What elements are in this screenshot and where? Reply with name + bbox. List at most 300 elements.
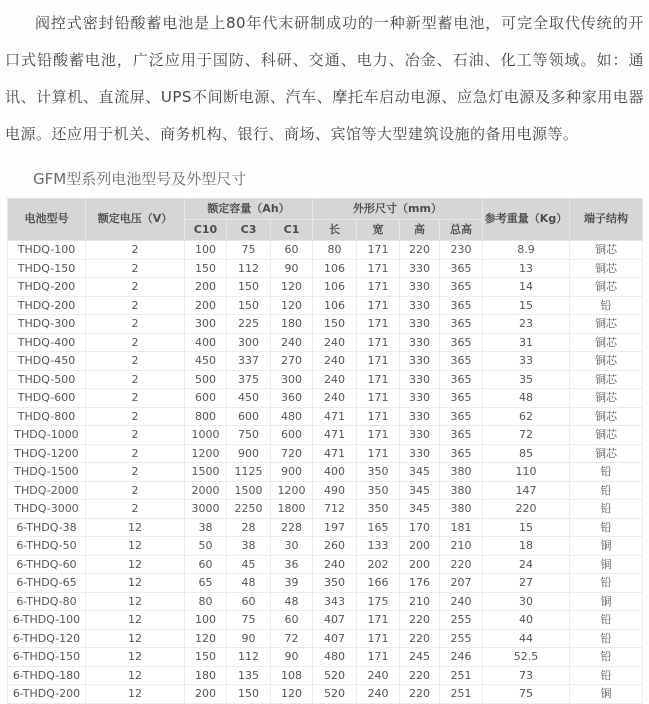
- table-cell: 铅: [570, 666, 643, 685]
- table-cell: 铜芯: [570, 259, 643, 278]
- table-cell: 6-THDQ-60: [8, 555, 86, 574]
- table-cell: 171: [357, 426, 400, 445]
- table-cell: 2: [86, 241, 185, 260]
- table-cell: THDQ-1200: [8, 444, 86, 463]
- table-cell: 230: [440, 241, 483, 260]
- table-cell: 343: [313, 592, 357, 611]
- table-cell: 197: [313, 518, 357, 537]
- table-cell: 251: [440, 685, 483, 704]
- table-cell: 铜芯: [570, 370, 643, 389]
- table-cell: 6-THDQ-200: [8, 685, 86, 704]
- table-row: [8, 407, 643, 426]
- table-row: [8, 389, 643, 408]
- table-cell: 120: [271, 296, 313, 315]
- table-cell: THDQ-600: [8, 389, 86, 408]
- table-cell: 2000: [185, 481, 227, 500]
- table-cell: 12: [86, 685, 185, 704]
- battery-spec-table: [7, 198, 643, 704]
- table-cell: 330: [400, 426, 440, 445]
- table-cell: 365: [440, 352, 483, 371]
- table-cell: THDQ-800: [8, 407, 86, 426]
- table-cell: 铅: [570, 518, 643, 537]
- table-cell: 240: [357, 666, 400, 685]
- table-cell: 85: [483, 444, 570, 463]
- table-cell: 120: [271, 278, 313, 297]
- table-cell: 365: [440, 259, 483, 278]
- table-cell: 60: [185, 555, 227, 574]
- table-cell: 400: [313, 463, 357, 482]
- table-cell: 171: [357, 352, 400, 371]
- table-cell: 90: [271, 648, 313, 667]
- table-cell: THDQ-1500: [8, 463, 86, 482]
- table-cell: 170: [400, 518, 440, 537]
- table-cell: 23: [483, 315, 570, 334]
- table-cell: 240: [313, 333, 357, 352]
- table-cell: 1000: [185, 426, 227, 445]
- table-cell: 240: [313, 352, 357, 371]
- table-cell: 28: [227, 518, 271, 537]
- table-cell: 2: [86, 444, 185, 463]
- table-cell: 210: [400, 592, 440, 611]
- table-cell: 260: [313, 537, 357, 556]
- table-cell: 12: [86, 592, 185, 611]
- table-row: [8, 259, 643, 278]
- table-cell: 330: [400, 315, 440, 334]
- table-cell: 15: [483, 296, 570, 315]
- table-cell: 31: [483, 333, 570, 352]
- table-cell: 72: [271, 629, 313, 648]
- table-cell: 52.5: [483, 648, 570, 667]
- table-row: [8, 518, 643, 537]
- table-cell: 150: [185, 259, 227, 278]
- table-cell: 490: [313, 481, 357, 500]
- table-cell: 33: [483, 352, 570, 371]
- table-row: [8, 296, 643, 315]
- table-cell: 200: [185, 278, 227, 297]
- table-cell: 360: [271, 389, 313, 408]
- table-cell: 6-THDQ-50: [8, 537, 86, 556]
- table-cell: 220: [400, 629, 440, 648]
- table-cell: 171: [357, 444, 400, 463]
- table-cell: 246: [440, 648, 483, 667]
- table-cell: 345: [400, 463, 440, 482]
- table-cell: 345: [400, 500, 440, 519]
- table-cell: 365: [440, 426, 483, 445]
- table-cell: 60: [271, 611, 313, 630]
- table-cell: 365: [440, 389, 483, 408]
- table-cell: 6-THDQ-65: [8, 574, 86, 593]
- table-cell: 375: [227, 370, 271, 389]
- table-cell: 106: [313, 259, 357, 278]
- table-cell: 255: [440, 611, 483, 630]
- table-cell: 60: [271, 241, 313, 260]
- table-row: [8, 241, 643, 260]
- col-header-terminal: 端子结构: [570, 199, 643, 241]
- table-cell: 471: [313, 444, 357, 463]
- table-cell: 2: [86, 481, 185, 500]
- table-cell: 500: [185, 370, 227, 389]
- table-row: [8, 592, 643, 611]
- table-cell: 1500: [227, 481, 271, 500]
- table-cell: 900: [227, 444, 271, 463]
- table-cell: 255: [440, 629, 483, 648]
- table-cell: 270: [271, 352, 313, 371]
- table-row: [8, 685, 643, 704]
- table-cell: 171: [357, 278, 400, 297]
- table-cell: 133: [357, 537, 400, 556]
- table-cell: 202: [357, 555, 400, 574]
- table-cell: 166: [357, 574, 400, 593]
- table-row: [8, 611, 643, 630]
- table-cell: 120: [185, 629, 227, 648]
- col-header-model: 电池型号: [8, 199, 86, 241]
- table-cell: 330: [400, 278, 440, 297]
- table-cell: 330: [400, 259, 440, 278]
- table-cell: 480: [271, 407, 313, 426]
- table-cell: 150: [185, 648, 227, 667]
- table-cell: 铜: [570, 555, 643, 574]
- table-cell: 30: [271, 537, 313, 556]
- table-cell: 200: [185, 685, 227, 704]
- header-row-groups: [8, 199, 643, 220]
- table-cell: 600: [185, 389, 227, 408]
- table-cell: 171: [357, 629, 400, 648]
- table-cell: 铜芯: [570, 241, 643, 260]
- table-cell: 44: [483, 629, 570, 648]
- table-cell: 62: [483, 407, 570, 426]
- table-cell: 180: [271, 315, 313, 334]
- col-header-c1: C1: [271, 220, 313, 241]
- table-row: [8, 648, 643, 667]
- table-cell: 80: [313, 241, 357, 260]
- table-row: [8, 333, 643, 352]
- table-cell: 365: [440, 333, 483, 352]
- table-cell: 240: [440, 592, 483, 611]
- table-cell: 90: [271, 259, 313, 278]
- table-cell: 12: [86, 648, 185, 667]
- table-cell: 345: [400, 481, 440, 500]
- table-cell: 1800: [271, 500, 313, 519]
- table-row: [8, 315, 643, 334]
- table-cell: 24: [483, 555, 570, 574]
- table-cell: 240: [313, 389, 357, 408]
- table-row: [8, 370, 643, 389]
- table-cell: 520: [313, 685, 357, 704]
- table-cell: 72: [483, 426, 570, 445]
- table-cell: 365: [440, 278, 483, 297]
- table-cell: THDQ-3000: [8, 500, 86, 519]
- col-header-c10: C10: [185, 220, 227, 241]
- table-cell: 150: [227, 685, 271, 704]
- table-cell: 330: [400, 389, 440, 408]
- table-cell: 350: [357, 500, 400, 519]
- table-cell: 6-THDQ-180: [8, 666, 86, 685]
- table-cell: 铅: [570, 500, 643, 519]
- table-cell: THDQ-150: [8, 259, 86, 278]
- table-cell: 15: [483, 518, 570, 537]
- table-row: [8, 537, 643, 556]
- table-row: [8, 278, 643, 297]
- table-cell: 12: [86, 555, 185, 574]
- table-cell: 240: [313, 555, 357, 574]
- table-cell: 6-THDQ-100: [8, 611, 86, 630]
- table-cell: 330: [400, 370, 440, 389]
- table-cell: 800: [185, 407, 227, 426]
- table-cell: 180: [185, 666, 227, 685]
- table-cell: 251: [440, 666, 483, 685]
- table-cell: 铜芯: [570, 407, 643, 426]
- table-cell: 45: [227, 555, 271, 574]
- table-cell: 600: [271, 426, 313, 445]
- col-header-length: 长: [313, 220, 357, 241]
- table-cell: 330: [400, 444, 440, 463]
- table-cell: 407: [313, 629, 357, 648]
- table-row: [8, 574, 643, 593]
- table-cell: 铜芯: [570, 278, 643, 297]
- table-row: [8, 463, 643, 482]
- table-cell: 6-THDQ-80: [8, 592, 86, 611]
- table-cell: 471: [313, 426, 357, 445]
- table-row: [8, 481, 643, 500]
- table-cell: 300: [271, 370, 313, 389]
- col-header-total-height: 总高: [440, 220, 483, 241]
- table-cell: 240: [357, 685, 400, 704]
- table-cell: 171: [357, 241, 400, 260]
- table-cell: 365: [440, 444, 483, 463]
- table-cell: 220: [400, 611, 440, 630]
- table-cell: 2: [86, 296, 185, 315]
- table-cell: 1500: [185, 463, 227, 482]
- table-cell: 365: [440, 407, 483, 426]
- table-cell: 380: [440, 463, 483, 482]
- table-cell: 120: [271, 685, 313, 704]
- table-cell: 330: [400, 296, 440, 315]
- table-cell: 337: [227, 352, 271, 371]
- table-cell: 471: [313, 407, 357, 426]
- table-cell: 38: [227, 537, 271, 556]
- table-cell: 171: [357, 370, 400, 389]
- table-cell: 75: [227, 611, 271, 630]
- table-cell: 73: [483, 666, 570, 685]
- table-cell: 铅: [570, 463, 643, 482]
- table-row: [8, 426, 643, 445]
- table-cell: 2: [86, 278, 185, 297]
- table-cell: 712: [313, 500, 357, 519]
- table-cell: 100: [185, 611, 227, 630]
- table-cell: 铜: [570, 537, 643, 556]
- table-cell: 48: [227, 574, 271, 593]
- table-cell: THDQ-450: [8, 352, 86, 371]
- table-cell: 171: [357, 611, 400, 630]
- table-cell: 365: [440, 296, 483, 315]
- table-cell: 171: [357, 296, 400, 315]
- table-cell: 175: [357, 592, 400, 611]
- table-cell: 181: [440, 518, 483, 537]
- table-cell: 80: [185, 592, 227, 611]
- table-cell: 6-THDQ-38: [8, 518, 86, 537]
- table-cell: 330: [400, 407, 440, 426]
- table-cell: 300: [227, 333, 271, 352]
- table-cell: THDQ-100: [8, 241, 86, 260]
- table-cell: 350: [357, 481, 400, 500]
- intro-paragraph: 阀控式密封铅酸蓄电池是上80年代末研制成功的一种新型蓄电池，可完全取代传统的开口式铅酸蓄电池，广泛应用于国防、科研、交通、电力、冶金、石油、化工等领域。如：通讯、计算机、直流屏、UPS不间断电源、汽车、摩托车启动电源、应急灯电源及多种家用电器电源。还应用于机关、商务机构、银行、商场、宾馆等大型建筑设施的备用电源等。: [5, 14, 644, 143]
- table-cell: 6-THDQ-120: [8, 629, 86, 648]
- table-cell: 171: [357, 389, 400, 408]
- table-cell: 12: [86, 537, 185, 556]
- table-cell: 铅: [570, 481, 643, 500]
- table-cell: 380: [440, 500, 483, 519]
- table-cell: 171: [357, 315, 400, 334]
- table-cell: 380: [440, 481, 483, 500]
- table-body: [8, 241, 643, 704]
- table-cell: 2: [86, 315, 185, 334]
- table-header: [8, 199, 643, 241]
- table-cell: 330: [400, 333, 440, 352]
- table-cell: 300: [185, 315, 227, 334]
- table-cell: 135: [227, 666, 271, 685]
- table-cell: THDQ-200: [8, 296, 86, 315]
- table-row: [8, 352, 643, 371]
- table-row: [8, 500, 643, 519]
- table-cell: 720: [271, 444, 313, 463]
- table-cell: 60: [227, 592, 271, 611]
- table-cell: 13: [483, 259, 570, 278]
- table-cell: 1200: [271, 481, 313, 500]
- table-cell: 450: [185, 352, 227, 371]
- table-cell: 150: [227, 296, 271, 315]
- table-cell: 18: [483, 537, 570, 556]
- table-cell: 38: [185, 518, 227, 537]
- table-cell: 35: [483, 370, 570, 389]
- table-cell: 铅: [570, 296, 643, 315]
- table-cell: 210: [440, 537, 483, 556]
- table-cell: 200: [185, 296, 227, 315]
- table-cell: 铅: [570, 574, 643, 593]
- table-cell: 铅: [570, 611, 643, 630]
- table-cell: 112: [227, 259, 271, 278]
- col-header-c3: C3: [227, 220, 271, 241]
- table-cell: 147: [483, 481, 570, 500]
- table-cell: 200: [400, 555, 440, 574]
- table-cell: 48: [483, 389, 570, 408]
- table-cell: 750: [227, 426, 271, 445]
- table-title: GFM型系列电池型号及外型尺寸: [33, 170, 247, 188]
- table-row: [8, 629, 643, 648]
- table-cell: 220: [400, 666, 440, 685]
- table-cell: 75: [227, 241, 271, 260]
- table-cell: 100: [185, 241, 227, 260]
- table-cell: 铜: [570, 592, 643, 611]
- table-cell: 450: [227, 389, 271, 408]
- table-cell: 520: [313, 666, 357, 685]
- table-cell: 106: [313, 278, 357, 297]
- col-header-voltage: 额定电压（V）: [86, 199, 185, 241]
- table-cell: 245: [400, 648, 440, 667]
- table-cell: 75: [483, 685, 570, 704]
- table-cell: 2: [86, 426, 185, 445]
- table-cell: 165: [357, 518, 400, 537]
- table-cell: 14: [483, 278, 570, 297]
- table-cell: 900: [271, 463, 313, 482]
- table-cell: 2: [86, 389, 185, 408]
- table-cell: 110: [483, 463, 570, 482]
- table-cell: 铜: [570, 685, 643, 704]
- table-cell: 2: [86, 333, 185, 352]
- table-cell: 207: [440, 574, 483, 593]
- table-cell: 220: [400, 685, 440, 704]
- table-cell: 2: [86, 259, 185, 278]
- table-cell: THDQ-2000: [8, 481, 86, 500]
- table-cell: 2: [86, 370, 185, 389]
- table-cell: 171: [357, 648, 400, 667]
- table-cell: 240: [313, 370, 357, 389]
- table-cell: THDQ-200: [8, 278, 86, 297]
- table-cell: 1200: [185, 444, 227, 463]
- table-cell: 600: [227, 407, 271, 426]
- table-cell: 365: [440, 315, 483, 334]
- table-cell: 220: [440, 555, 483, 574]
- table-cell: 2250: [227, 500, 271, 519]
- table-cell: 30: [483, 592, 570, 611]
- table-cell: 36: [271, 555, 313, 574]
- table-cell: THDQ-400: [8, 333, 86, 352]
- table-cell: 6-THDQ-150: [8, 648, 86, 667]
- table-row: [8, 666, 643, 685]
- table-cell: 330: [400, 352, 440, 371]
- table-cell: 1125: [227, 463, 271, 482]
- table-cell: 3000: [185, 500, 227, 519]
- table-cell: 铜芯: [570, 444, 643, 463]
- col-header-weight: 参考重量（Kg）: [483, 199, 570, 241]
- table-cell: 350: [357, 463, 400, 482]
- table-cell: 12: [86, 611, 185, 630]
- table-cell: 108: [271, 666, 313, 685]
- table-cell: 171: [357, 407, 400, 426]
- table-cell: 铜芯: [570, 352, 643, 371]
- table-row: [8, 444, 643, 463]
- table-cell: 48: [271, 592, 313, 611]
- table-cell: 铜芯: [570, 426, 643, 445]
- table-cell: 220: [483, 500, 570, 519]
- table-cell: 150: [227, 278, 271, 297]
- table-cell: 171: [357, 259, 400, 278]
- table-cell: 铜芯: [570, 315, 643, 334]
- table-cell: 106: [313, 296, 357, 315]
- table-cell: 12: [86, 518, 185, 537]
- table-cell: 50: [185, 537, 227, 556]
- table-cell: 65: [185, 574, 227, 593]
- table-cell: 8.9: [483, 241, 570, 260]
- table-cell: 400: [185, 333, 227, 352]
- table-cell: 220: [400, 241, 440, 260]
- table-cell: THDQ-1000: [8, 426, 86, 445]
- table-cell: 200: [400, 537, 440, 556]
- table-cell: 铜芯: [570, 333, 643, 352]
- table-cell: 2: [86, 463, 185, 482]
- table-cell: 150: [313, 315, 357, 334]
- table-cell: 112: [227, 648, 271, 667]
- table-cell: 90: [227, 629, 271, 648]
- table-cell: THDQ-300: [8, 315, 86, 334]
- col-header-capacity-group: 额定容量（Ah）: [185, 199, 313, 220]
- table-cell: 2: [86, 407, 185, 426]
- table-cell: 39: [271, 574, 313, 593]
- col-header-dimensions-group: 外形尺寸（mm）: [313, 199, 483, 220]
- table-cell: 27: [483, 574, 570, 593]
- col-header-width: 宽: [357, 220, 400, 241]
- table-cell: 228: [271, 518, 313, 537]
- table-cell: 171: [357, 333, 400, 352]
